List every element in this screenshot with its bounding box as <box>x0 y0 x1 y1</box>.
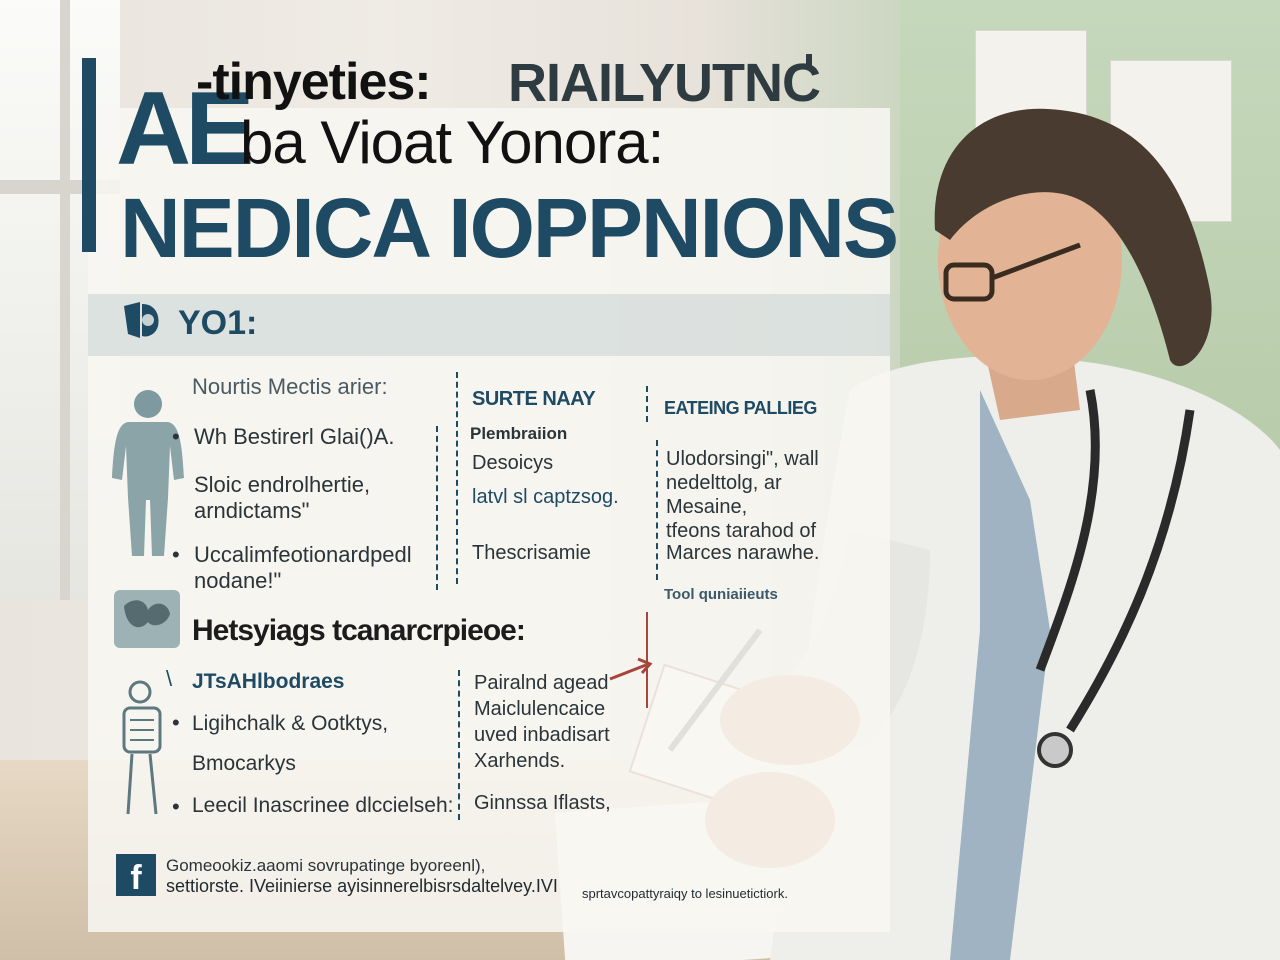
list-item: Ligihchalk & Ootktys, <box>192 712 389 735</box>
text-line: Marces narawhe. <box>666 542 820 564</box>
title-line-1a: -tinyeties: <box>196 53 431 111</box>
list-item: uved inbadisart <box>474 724 610 746</box>
tag-label: Tool quniaiieuts <box>664 586 778 603</box>
subsection-subheading: JTsAHlbodraes <box>192 670 345 693</box>
facebook-icon[interactable]: f <box>116 854 156 896</box>
title-line-2: ba Vioat Yonora: <box>240 109 664 176</box>
bullet-dot: • <box>172 424 180 449</box>
column-heading: SURTE NAAY <box>472 388 596 410</box>
accent-bar <box>82 58 96 252</box>
footer-line-2: settiorste. IVeiinierse ayisinnerelbisrsdaltelvey.IVI <box>166 876 558 896</box>
corner-mark: \ <box>166 666 173 691</box>
list-item: Wh Bestirerl Glai()A. <box>194 424 395 449</box>
list-item: Xarhends. <box>474 750 566 772</box>
bullet-dot: • <box>172 542 180 567</box>
list-item: Pairalnd agead <box>474 672 609 694</box>
title-mark: AE <box>116 71 249 187</box>
skeleton-icon <box>112 678 176 818</box>
accent-line <box>646 612 648 708</box>
list-item: arndictams" <box>194 498 310 523</box>
list-item: latvl sl captzsog. <box>472 486 619 508</box>
list-item: Bmocarkys <box>192 752 296 775</box>
page-title: NEDICA IOPPNIONS <box>120 181 897 275</box>
divider <box>456 372 458 584</box>
list-item: Ginnssa Iflasts, <box>474 792 611 814</box>
list-item: Maiclulencaice <box>474 698 606 720</box>
text-line: Ulodorsingi", wall <box>666 448 819 470</box>
text-line: nedelttolg, ar <box>666 472 782 494</box>
organs-icon <box>110 586 184 652</box>
column-heading: EATEING PALLIEG <box>664 398 817 418</box>
footer-line-3: sprtavcopattyraiqy to lesinuetictiork. <box>582 886 788 901</box>
section-label: YO1: <box>178 304 258 342</box>
human-body-icon <box>108 388 188 560</box>
title-line-1b: RIAILYUTNC <box>508 53 821 113</box>
text-line: Mesaine, <box>666 496 748 518</box>
list-item: Sloic endrolhertie, <box>194 472 371 497</box>
list-item: Desoicys <box>472 452 554 474</box>
list-item: Uccalimfeotionardpedl <box>194 542 412 567</box>
list-item: nodane!" <box>194 568 282 593</box>
bullet-dot: • <box>172 794 180 819</box>
list-item: Leecil Inascrinee dlccielseh: <box>192 794 454 817</box>
head-profile-icon <box>118 298 162 342</box>
footer-line-1: Gomeookiz.aaomi sovrupatinge byoreenl), <box>166 856 486 875</box>
divider <box>646 386 648 422</box>
list-item: Thescrisamie <box>472 542 591 564</box>
bullet-dot: • <box>172 710 180 735</box>
text-line: tfeons tarahod of <box>666 520 817 542</box>
subsection-heading: Hetsyiags tcanarcrpieoe: <box>192 614 525 647</box>
list-item: Plembraiion <box>470 424 568 443</box>
divider <box>656 440 658 580</box>
column-heading: Nourtis Mectis arier: <box>192 374 388 399</box>
window-frame <box>60 0 70 600</box>
divider <box>436 426 438 590</box>
divider <box>458 670 460 820</box>
